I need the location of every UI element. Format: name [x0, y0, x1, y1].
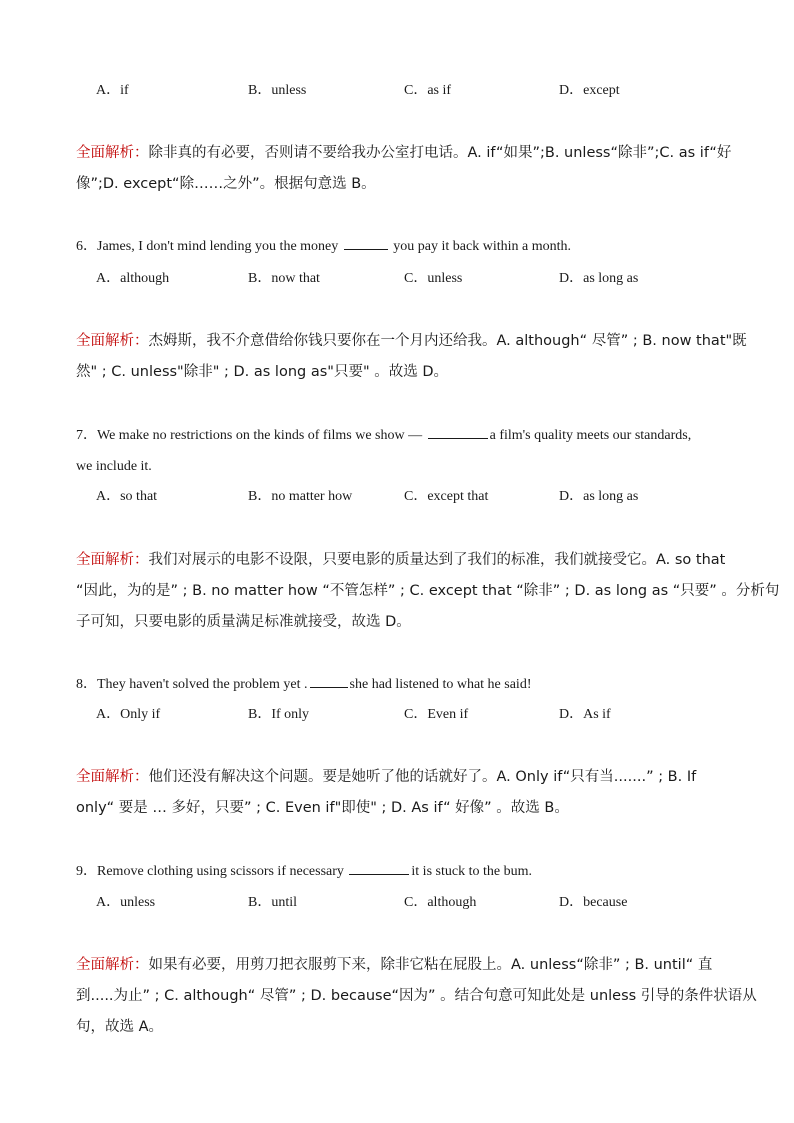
- q5-option-d: D．except: [559, 83, 620, 98]
- q6-stem-post: you pay it back within a month.: [393, 239, 571, 254]
- analysis-label: 全面解析：: [76, 552, 149, 568]
- q9-options: [96, 892, 736, 914]
- q6-blank: [344, 235, 388, 250]
- analysis-text-line: 子可知，只要电影的质量满足标准就接受，故选 D。: [76, 614, 411, 630]
- q8-option-d: D．As if: [559, 707, 611, 722]
- q9-blank: [349, 860, 409, 875]
- q9-stem: [76, 856, 718, 887]
- q7-stem-post: a film's quality meets our standards,: [489, 428, 692, 443]
- analysis-text-line: 杰姆斯，我不介意借给你钱只要你在一个月内还给我。A. although“ 尽管” ; B. now that"既: [148, 333, 747, 349]
- analysis-text-line: 除非真的有必要，否则请不要给我办公室打电话。A. if“如果”;B. unless“除非”;C. as if“好: [148, 145, 732, 161]
- q8-analysis: [76, 762, 718, 824]
- q9-option-c: C．although: [404, 895, 477, 910]
- q8-stem: [76, 669, 718, 700]
- q6-stem-pre: 6．James, I don't mind lending you the money: [76, 239, 339, 254]
- q8-options: [96, 704, 736, 726]
- q7-options: [96, 486, 736, 508]
- q7-option-a: A．so that: [96, 489, 158, 504]
- analysis-text-line: 然" ; C. unless"除非" ; D. as long as"只要" 。故选 D。: [76, 364, 448, 380]
- q9-option-b: B．until: [248, 895, 298, 910]
- analysis-text-line: 如果有必要，用剪刀把衣服剪下来，除非它粘在屁股上。A. unless“除非” ; B. until“ 直: [148, 957, 713, 973]
- q5-option-b: B．unless: [248, 83, 307, 98]
- q6-option-b: B．now that: [248, 271, 320, 286]
- q7-option-d: D．as long as: [559, 489, 639, 504]
- analysis-label: 全面解析：: [76, 769, 149, 785]
- q7-stem-pre: 7．We make no restrictions on the kinds of films we show —: [76, 428, 423, 443]
- q9-option-a: A．unless: [96, 895, 156, 910]
- q5-analysis: [76, 138, 732, 200]
- q7-blank: [428, 424, 488, 439]
- q7-analysis: [76, 545, 780, 638]
- q8-option-c: C．Even if: [404, 707, 469, 722]
- q7-option-b: B．no matter how: [248, 489, 353, 504]
- q5-options: [96, 80, 736, 102]
- q7-stem: [76, 420, 718, 482]
- q8-blank: [310, 673, 348, 688]
- q6-options: [96, 268, 736, 290]
- q6-option-a: A．although: [96, 271, 170, 286]
- q6-option-c: C．unless: [404, 271, 463, 286]
- analysis-text-line: 他们还没有解决这个问题。要是她听了他的话就好了。A. Only if“只有当.......” ; B. If: [148, 769, 697, 785]
- analysis-text-line: only“ 要是 … 多好，只要” ; C. Even if"即使" ; D. As if“ 好像” 。故选 B。: [76, 800, 569, 816]
- q9-stem-pre: 9．Remove clothing using scissors if necessary: [76, 864, 344, 879]
- analysis-text-line: “因此，为的是” ; B. no matter how “不管怎样” ; C. except that “除非” ; D. as long as “只要” 。分析句: [76, 583, 780, 599]
- q8-stem-pre: 8．They haven't solved the problem yet .: [76, 677, 308, 692]
- q5-option-a: A．if: [96, 83, 129, 98]
- analysis-label: 全面解析：: [76, 145, 149, 161]
- q9-stem-post: it is stuck to the bum.: [411, 864, 532, 879]
- q7-stem-line2: we include it.: [76, 459, 152, 474]
- q6-stem: [76, 231, 718, 262]
- q7-option-c: C．except that: [404, 489, 489, 504]
- analysis-text-line: 到.....为止” ; C. although“ 尽管” ; D. because“因为” 。结合句意可知此处是 unless 引导的条件状语从: [76, 988, 757, 1004]
- q6-option-d: D．as long as: [559, 271, 639, 286]
- q9-analysis: [76, 950, 757, 1043]
- analysis-text-line: 像”;D. except“除……之外”。根据句意选 B。: [76, 176, 376, 192]
- q8-stem-post: she had listened to what he said!: [349, 677, 532, 692]
- analysis-label: 全面解析：: [76, 957, 149, 973]
- analysis-text-line: 我们对展示的电影不设限，只要电影的质量达到了我们的标准，我们就接受它。A. so that: [148, 552, 726, 568]
- analysis-label: 全面解析：: [76, 333, 149, 349]
- q9-option-d: D．because: [559, 895, 628, 910]
- q8-option-b: B．If only: [248, 707, 310, 722]
- analysis-text-line: 句，故选 A。: [76, 1019, 164, 1035]
- q5-option-c: C．as if: [404, 83, 452, 98]
- q8-option-a: A．Only if: [96, 707, 161, 722]
- q6-analysis: [76, 326, 747, 388]
